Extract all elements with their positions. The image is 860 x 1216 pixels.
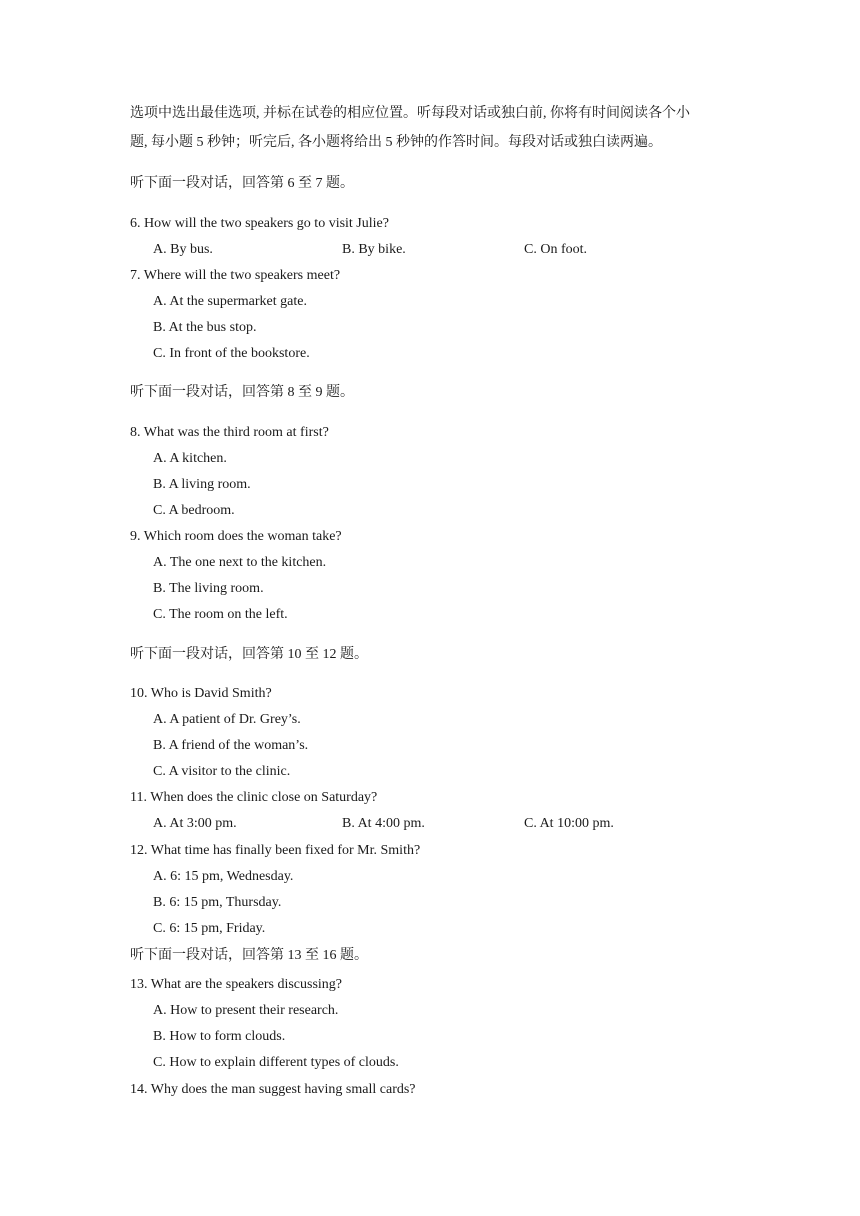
option-13c: C. How to explain different types of clouds. xyxy=(153,1055,399,1070)
section-heading: 听下面一段对话，回答第 8 至 9 题。 xyxy=(130,385,354,400)
section-heading: 听下面一段对话，回答第 6 至 7 题。 xyxy=(130,176,354,191)
option-6b: B. By bike. xyxy=(342,242,406,257)
question-11: 11. When does the clinic close on Saturday? xyxy=(130,790,378,805)
option-12c: C. 6: 15 pm, Friday. xyxy=(153,921,266,936)
option-10a: A. A patient of Dr. Grey’s. xyxy=(153,712,301,727)
option-8b: B. A living room. xyxy=(153,477,251,492)
question-7: 7. Where will the two speakers meet? xyxy=(130,268,341,283)
option-6a: A. By bus. xyxy=(153,242,213,257)
option-8a: A. A kitchen. xyxy=(153,451,227,466)
option-9b: B. The living room. xyxy=(153,581,264,596)
section-heading: 听下面一段对话，回答第 10 至 12 题。 xyxy=(130,647,368,662)
section-heading: 听下面一段对话，回答第 13 至 16 题。 xyxy=(130,948,368,963)
question-6: 6. How will the two speakers go to visit Julie? xyxy=(130,216,389,231)
option-7c: C. In front of the bookstore. xyxy=(153,346,310,361)
option-7b: B. At the bus stop. xyxy=(153,320,257,335)
option-13a: A. How to present their research. xyxy=(153,1003,339,1018)
intro-line-2: 题, 每小题 5 秒钟；听完后, 各小题将给出 5 秒钟的作答时间。每段对话或独白读两遍。 xyxy=(130,135,662,150)
option-10c: C. A visitor to the clinic. xyxy=(153,764,291,779)
option-11c: C. At 10:00 pm. xyxy=(524,816,614,831)
option-9c: C. The room on the left. xyxy=(153,607,288,622)
option-11a: A. At 3:00 pm. xyxy=(153,816,237,831)
option-12a: A. 6: 15 pm, Wednesday. xyxy=(153,869,294,884)
question-13: 13. What are the speakers discussing? xyxy=(130,977,343,992)
option-13b: B. How to form clouds. xyxy=(153,1029,286,1044)
option-12b: B. 6: 15 pm, Thursday. xyxy=(153,895,282,910)
question-12: 12. What time has finally been fixed for Mr. Smith? xyxy=(130,843,421,858)
question-10: 10. Who is David Smith? xyxy=(130,686,272,701)
question-14: 14. Why does the man suggest having small cards? xyxy=(130,1082,416,1097)
option-8c: C. A bedroom. xyxy=(153,503,235,518)
option-6c: C. On foot. xyxy=(524,242,587,257)
question-8: 8. What was the third room at first? xyxy=(130,425,329,440)
intro-line-1: 选项中选出最佳选项, 并标在试卷的相应位置。听每段对话或独白前, 你将有时间阅读各个小 xyxy=(130,106,690,121)
option-7a: A. At the supermarket gate. xyxy=(153,294,307,309)
option-11b: B. At 4:00 pm. xyxy=(342,816,425,831)
option-9a: A. The one next to the kitchen. xyxy=(153,555,327,570)
question-9: 9. Which room does the woman take? xyxy=(130,529,342,544)
option-10b: B. A friend of the woman’s. xyxy=(153,738,309,753)
